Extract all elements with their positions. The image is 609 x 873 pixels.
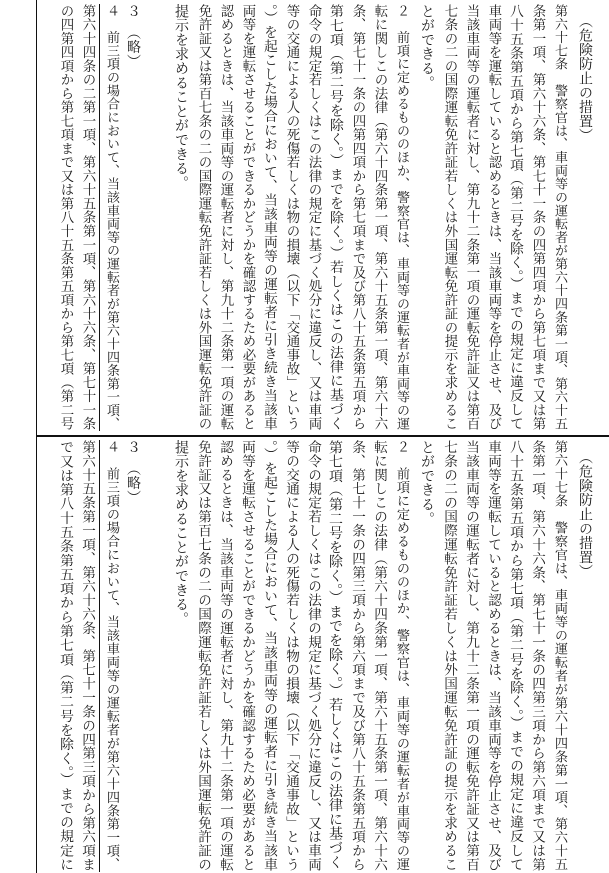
bottom-line-10: 条、第七十一条の四第三項から第六項まで及び第八十五条第五項から [349, 440, 365, 872]
top-line-15: 両等を運転させることができるかどうかを確認するため必要があると [240, 4, 255, 431]
top-line-8: ２ 前項に定めるもののほか、警察官は、車両等の運転者が車両等の運 [394, 4, 409, 431]
top-line-10: 条、第七十一条の四第四項から第七項まで及び第八十五条第五項から [350, 4, 365, 431]
top-line-2: 条第一項、第六十六条、第七十一条の四第四項から第七項まで又は第 [530, 4, 545, 431]
top-line-3: 八十五条第五項から第七項（第二号を除く。）までの規定に違反して [507, 4, 523, 431]
bottom-line-19: ３ （略） [125, 440, 141, 505]
bottom-line-8: ２ 前項に定めるもののほか、警察官は、車両等の運転者が車両等の運 [394, 440, 409, 872]
top-line-21: 第六十四条の二第一項、第六十五条第一項、第六十六条、第七十一条 [76, 4, 100, 431]
bottom-line-13: 等の交通による人の死傷若しくは物の損壊（以下「交通事故」という [283, 440, 299, 872]
bottom-line-2: 条第一項、第六十六条、第七十一条の四第三項から第六項まで又は第 [529, 440, 545, 872]
bottom-line-4: 車両等を運転していると認めるときは、当該車両等を停止させ、及び [485, 440, 501, 872]
bottom-line-12: 命令の規定若しくはこの法律の規定に基づく処分に違反し、又は車両 [305, 440, 321, 872]
bottom-line-16: 認めるときは、当該車両等の運転者に対し、第九十二条第一項の運転 [217, 440, 233, 872]
bottom-line-9: 転に関しこの法律（第六十四条第一項、第六十五条第一項、第六十六 [371, 440, 387, 872]
top-line-9: 転に関しこの法律（第六十四条第一項、第六十五条第一項、第六十六 [372, 4, 387, 431]
bottom-line-17: 免許証又は第百七条の二の国際運転免許証若しくは外国運転免許証の [195, 440, 211, 872]
bottom-line-5: 当該車両等の運転者に対し、第九十二条第一項の運転免許証又は第百 [463, 440, 479, 872]
top-line-19: ３ （略） [125, 4, 141, 69]
bottom-line-7: とができる。 [419, 440, 435, 526]
top-line-4: 車両等を運転していると認めるときは、当該車両等を停止させ、及び [486, 4, 501, 431]
top-line-11: 第七項（第二号を除く。）までを除く。）若しくはこの法律に基づく [327, 4, 343, 431]
top-line-13: 等の交通による人の死傷若しくは物の損壊（以下「交通事故」という [284, 4, 299, 431]
bottom-line-1: 第六十七条 警察官は、車両等の運転者が第六十四条第一項、第六十五 [552, 440, 567, 872]
top-line-1: 第六十七条 警察官は、車両等の運転者が第六十四条第一項、第六十五 [552, 4, 567, 431]
bottom-line-22: で又は第八十五条第五項から第七項（第二号を除く。）までの規定に [57, 440, 73, 872]
bottom-line-6: 七条の二の国際運転免許証若しくは外国運転免許証の提示を求めるこ [441, 440, 457, 872]
top-line-6: 七条の二の国際運転免許証若しくは外国運転免許証の提示を求めるこ [442, 4, 457, 431]
top-line-12: 命令の規定若しくはこの法律の規定に基づく処分に違反し、又は車両 [306, 4, 321, 431]
bottom-heading: （危険防止の措置） [577, 450, 593, 579]
top-line-16: 認めるときは、当該車両等の運転者に対し、第九十二条第一項の運転 [218, 4, 233, 431]
bottom-line-3: 八十五条第五項から第七項（第二号を除く。）までの規定に違反して [507, 440, 523, 872]
top-line-20: ４ 前三項の場合において、当該車両等の運転者が第六十四条第一項、 [104, 4, 119, 431]
bottom-line-20: ４ 前三項の場合において、当該車両等の運転者が第六十四条第一項、 [104, 440, 119, 872]
top-panel-amended-text [0, 0, 609, 434]
bottom-line-11: 第七項（第二号を除く。）までを除く。）若しくはこの法律に基づく [327, 440, 343, 870]
bottom-panel-current-text [0, 434, 609, 873]
top-line-14: 。）を起こした場合において、当該車両等の運転者に引き続き当該車 [261, 4, 277, 431]
top-line-5: 当該車両等の運転者に対し、第九十二条第一項の運転免許証又は第百 [464, 4, 479, 431]
top-line-17: 免許証又は第百七条の二の国際運転免許証若しくは外国運転免許証の [196, 4, 211, 431]
bottom-line-15: 両等を運転させることができるかどうかを確認するため必要があると [239, 440, 255, 872]
bottom-line-18: 提示を求めることができる。 [173, 440, 189, 626]
top-line-18: 提示を求めることができる。 [173, 4, 189, 190]
bottom-line-21: 第六十五条第一項、第六十六条、第七十一条の四第三項から第六項ま [76, 440, 100, 872]
bottom-line-14: 。）を起こした場合において、当該車両等の運転者に引き続き当該車 [261, 440, 277, 872]
top-line-22: の四第四項から第七項まで又は第八十五条第五項から第七項（第二号 [58, 4, 73, 431]
top-line-7: とができる。 [419, 4, 435, 90]
top-heading: （危険防止の措置） [577, 14, 593, 143]
